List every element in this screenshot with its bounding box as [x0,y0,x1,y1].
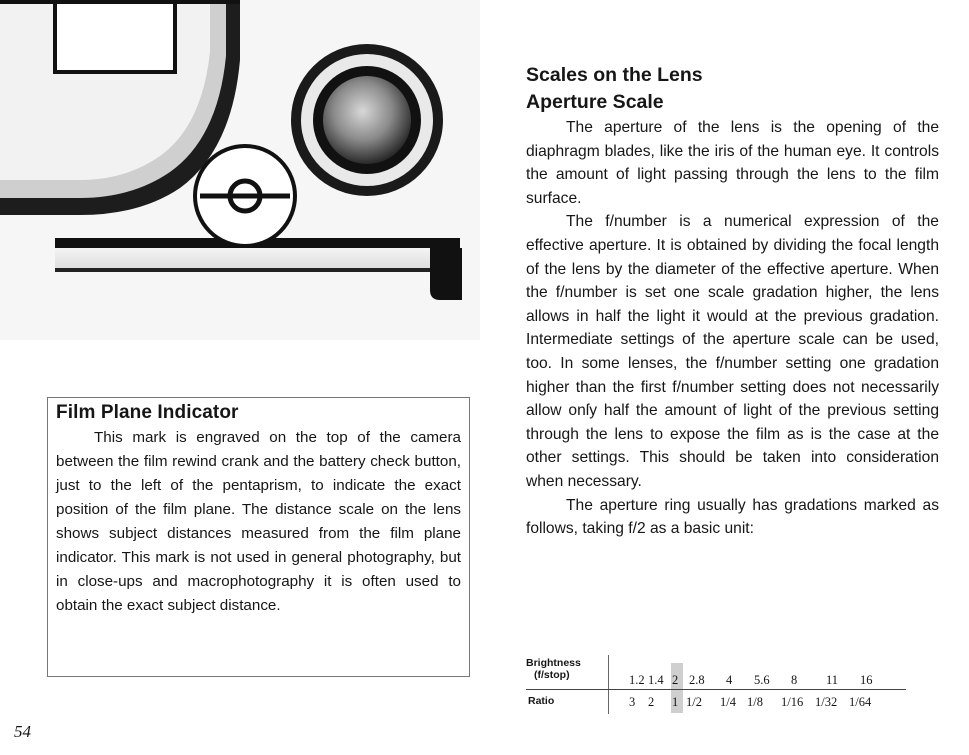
aperture-paragraph-2: The f/number is a numerical expression of the effective aperture. It is obtained by dividing the focal length of the lens by the diameter of the effective aperture. When the f/number is set one scale gradation higher, the lens allows in half the light it would at the previous gradation. Intermediate settings of the aperture scale can be used, too. In some lenses, the f/number setting one gradation higher than the first f/number setting does not necessarily allow onſy half the amount of light of the previous setting through the lens to expose the film as is the case at the other settings. This should be taken into consideration when necessary. [526,213,939,490]
fstop-value: 1.2 [629,673,645,687]
ratio-value: 1/8 [747,695,763,709]
lens-scales-title: Scales on the Lens [526,64,703,86]
fstop-value: 11 [826,673,839,687]
camera-illustration [0,0,480,340]
film-plane-indicator-box [47,397,470,677]
brightness-row [526,655,906,689]
film-plane-title: Film Plane Indicator [56,402,239,423]
fstop-value: 5.6 [754,673,770,687]
ratio-value: 2 [648,695,655,709]
aperture-scale-heading: Aperture Scale [526,91,664,113]
aperture-paragraph-1: The aperture of the lens is the opening of the diaphragm blades, like the iris of the human eye. It controls the amount of light passing through the lens to the film surface. [526,119,939,207]
brightness-label [526,657,581,681]
fstop-ratio-table [526,655,906,714]
fstop-value: 16 [860,673,873,687]
brightness-label-line2: (f/stop) [534,669,570,681]
ratio-value: 1/16 [781,695,804,709]
table-separator [608,655,609,689]
ratio-value: 1 [672,695,679,709]
ratio-row [526,689,906,714]
ratio-value: 1/32 [815,695,838,709]
brightness-label-line1: Brightness [526,657,581,669]
aperture-paragraph-3: The aperture ring usually has gradations marked as follows, taking f/2 as a basic unit: [526,496,939,538]
ratio-value: 1/64 [849,695,872,709]
fstop-value: 4 [726,673,733,687]
ratio-value: 1/2 [686,695,702,709]
camera-top-photo [0,0,480,340]
fstop-value: 1.4 [648,673,664,687]
ratio-label: Ratio [528,695,555,707]
film-plane-body: This mark is engraved on the top of the camera between the film rewind crank and the battery check button, just to the left of the pentaprism, to indicate the exact position of the film plane. The distance scale on the lens shows subject distances measured from the film plane indicator. This mark is not used in general photography, but in close-ups and macrophotography it is often used to obtain the exact subject distance. [56,429,461,614]
fstop-value: 8 [791,673,798,687]
lens-scales-section [526,62,939,541]
ratio-value: 3 [629,695,636,709]
fstop-value: 2 [672,673,679,687]
table-separator [608,690,609,714]
page-number: 54 [14,722,31,741]
fstop-value: 2.8 [689,673,705,687]
ratio-value: 1/4 [720,695,736,709]
